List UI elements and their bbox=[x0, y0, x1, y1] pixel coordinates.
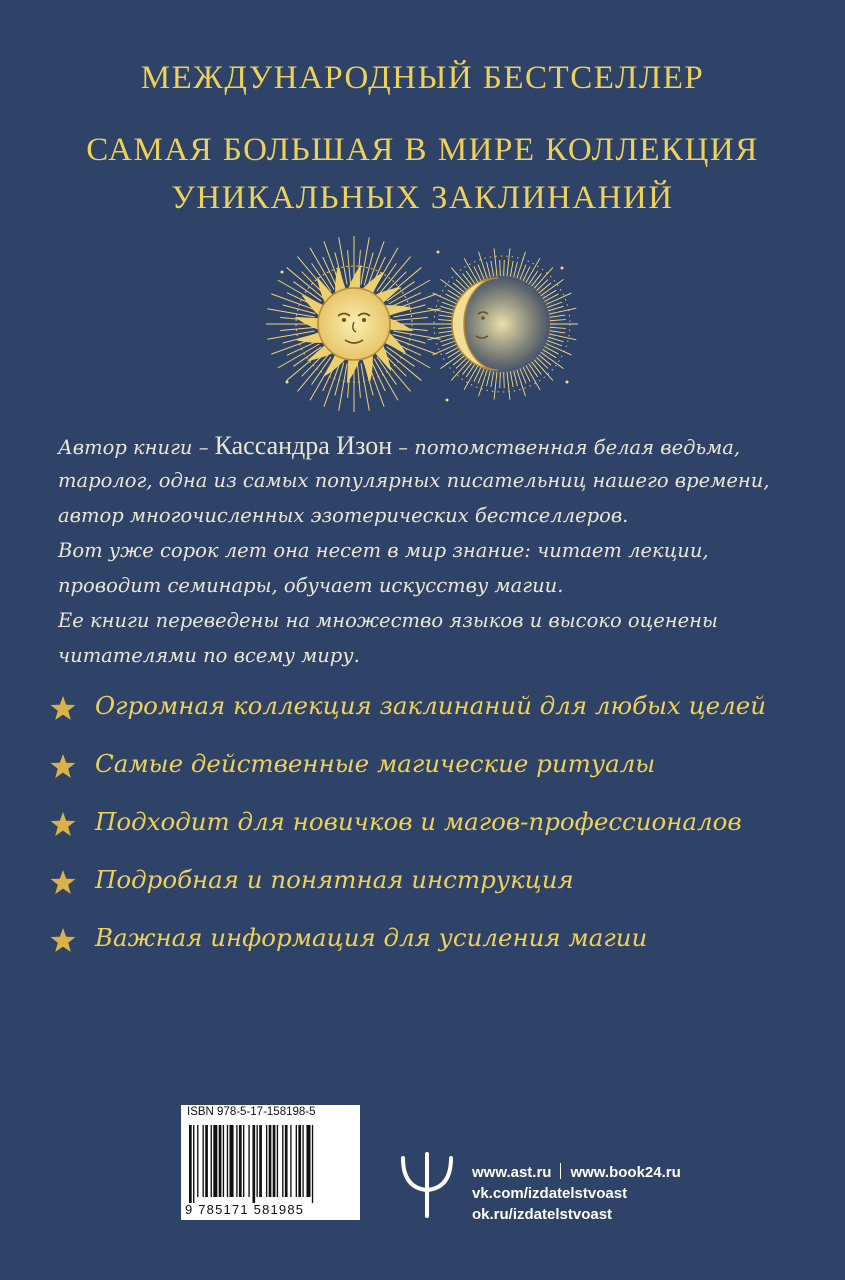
bio-line-7: читателями по всему миру. bbox=[58, 644, 360, 667]
sun-moon-emblem bbox=[262, 232, 592, 422]
feature-text: Подходит для новичков и магов-профессионалов bbox=[95, 807, 742, 836]
star-bullet-icon bbox=[50, 754, 76, 778]
author-name: Кассандра Изон bbox=[214, 431, 393, 460]
barcode-bars-icon bbox=[189, 1125, 352, 1203]
feature-text: Огромная коллекция заклинаний для любых целей bbox=[95, 691, 767, 720]
link-vk[interactable]: vk.com/izdatelstvoast bbox=[472, 1185, 628, 1202]
bio-line-5: проводит семинары, обучает искусству магии. bbox=[58, 574, 564, 597]
author-bio bbox=[58, 428, 818, 673]
bio-line-1 bbox=[58, 428, 818, 463]
bio-line-6: Ее книги переведены на множество языков и высоко оценены bbox=[58, 609, 718, 632]
bio-intro: Автор книги – bbox=[58, 436, 215, 459]
link-separator bbox=[560, 1163, 561, 1179]
bio-line-3: автор многочисленных эзотерических бестселлеров. bbox=[58, 504, 629, 527]
star-bullet-icon bbox=[50, 696, 76, 720]
psi-trident-icon bbox=[395, 1150, 459, 1220]
publisher-links bbox=[472, 1162, 681, 1225]
feature-item bbox=[50, 860, 830, 918]
feature-list bbox=[50, 686, 830, 976]
bio-line1-rest: – потомственная белая ведьма, bbox=[392, 436, 741, 459]
feature-item bbox=[50, 802, 830, 860]
bio-line-2: таролог, одна из самых популярных писательниц нашего времени, bbox=[58, 469, 770, 492]
bestseller-headline: МЕЖДУНАРОДНЫЙ БЕСТСЕЛЛЕР bbox=[140, 60, 705, 96]
feature-text: Важная информация для усиления магии bbox=[95, 923, 648, 952]
isbn-barcode bbox=[181, 1105, 360, 1220]
isbn-number: ISBN 978-5-17-158198-5 bbox=[187, 1106, 316, 1118]
star-bullet-icon bbox=[50, 928, 76, 952]
link-book24[interactable]: www.book24.ru bbox=[570, 1164, 681, 1181]
collection-headline-line1: САМАЯ БОЛЬШАЯ В МИРЕ КОЛЛЕКЦИЯ bbox=[86, 132, 759, 168]
feature-item bbox=[50, 918, 830, 976]
link-ok[interactable]: ok.ru/izdatelstvoast bbox=[472, 1206, 613, 1223]
bio-line-4: Вот уже сорок лет она несет в мир знание: читает лекции, bbox=[58, 539, 709, 562]
star-bullet-icon bbox=[50, 812, 76, 836]
ean-digits: 9 785171 581985 bbox=[185, 1202, 305, 1217]
collection-headline-line2: УНИКАЛЬНЫХ ЗАКЛИНАНИЙ bbox=[171, 180, 674, 216]
star-bullet-icon bbox=[50, 870, 76, 894]
sun-face-icon bbox=[266, 236, 442, 412]
feature-text: Подробная и понятная инструкция bbox=[95, 865, 574, 894]
link-ast[interactable]: www.ast.ru bbox=[472, 1164, 552, 1181]
feature-item bbox=[50, 686, 830, 744]
feature-text: Самые действенные магические ритуалы bbox=[95, 749, 656, 778]
feature-item bbox=[50, 744, 830, 802]
